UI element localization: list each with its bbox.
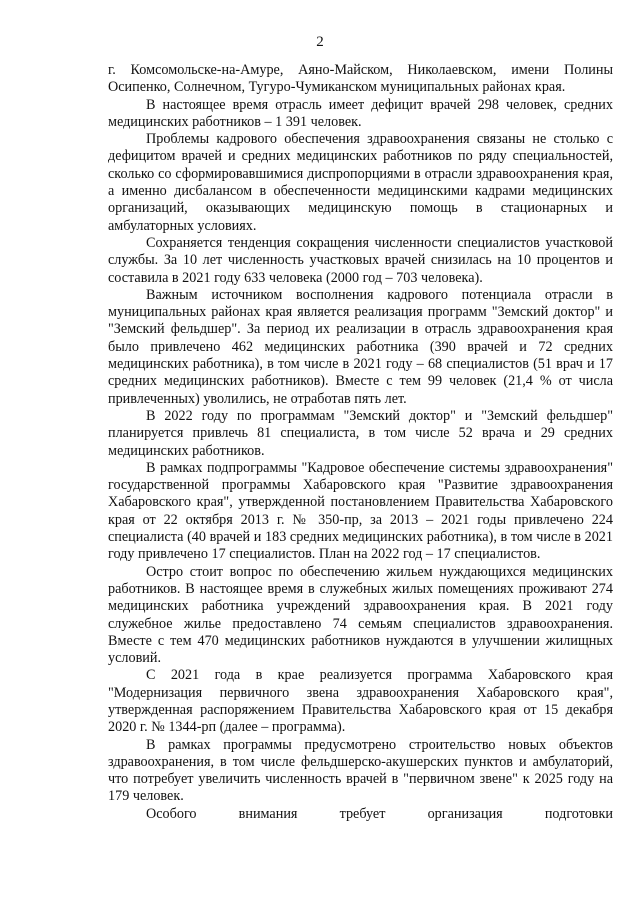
document-body bbox=[108, 62, 613, 823]
paragraph-district-service: Сохраняется тенденция сокращения численности специалистов участковой службы. За 10 лет численность участковых врачей снизилась на 10 процентов и составила в 2021 году 633 человека (2000 год – 703 человека). bbox=[108, 234, 613, 286]
paragraph-doctor-deficit: В настоящее время отрасль имеет дефицит врачей 298 человек, средних медицинских работников – 1 391 человек. bbox=[108, 96, 613, 130]
page-number: 2 bbox=[316, 34, 324, 50]
paragraph-modernization-program: С 2021 года в крае реализуется программа Хабаровского края "Модернизация первичного звена здравоохранения Хабаровского края", утвержденная распоряжением Правительства Хабаровского края от 15 декабря 2020 г. № 1344-рп (далее – программа). bbox=[108, 667, 613, 736]
paragraph-housing: Остро стоит вопрос по обеспечению жильем нуждающихся медицинских работников. В настоящее время в служебных жилых помещениях проживают 274 медицинских работника учреждений здравоохранения края. В 2021 году служебное жилье предоставлено 74 семьям специалистов здравоохранения. Вместе с тем 470 медицинских работников нуждаются в улучшении жилищных условий. bbox=[108, 563, 613, 667]
paragraph-zemsky-programs: Важным источником восполнения кадрового потенциала отрасли в муниципальных районах края является реализация программ "Земский доктор" и "Земский фельдшер". За период их реализации в отрасль здравоохранения края было привлечено 462 медицинских работника (390 врачей и 72 средних медицинских работника), в том числе в 2021 году – 68 специалистов (51 врач и 17 средних медицинских работников). Вместе с тем 99 человек (21,4 % от числа привлеченных) уволились, не отработав пять лет. bbox=[108, 286, 613, 407]
paragraph-subprogram: В рамках подпрограммы "Кадровое обеспечение системы здравоохранения" государственной программы Хабаровского края "Развитие здравоохранения Хабаровского края", утвержденной постановлением Правительства Хабаровского края от 22 октября 2013 г. № 350-пр, за 2013 – 2021 годы привлечено 224 специалиста (40 врачей и 183 средних медицинских работника), в том числе в 2021 году привлечено 17 специалистов. План на 2022 год – 17 специалистов. bbox=[108, 459, 613, 563]
paragraph-2022-plan: В 2022 году по программам "Земский доктор" и "Земский фельдшер" планируется привлечь 81 специалиста, в том числе 52 врача и 29 средних медицинских работников. bbox=[108, 407, 613, 459]
paragraph-continuation: г. Комсомольске-на-Амуре, Аяно-Майском, Николаевском, имени Полины Осипенко, Солнечном, Тугуро-Чумиканском муниципальных районах края. bbox=[108, 62, 613, 96]
paragraph-construction: В рамках программы предусмотрено строительство новых объектов здравоохранения, в том числе фельдшерско-акушерских пунктов и амбулаторий, что потребует увеличить численность врачей в "первичном звене" к 2025 году на 179 человек. bbox=[108, 736, 613, 805]
paragraph-training: Особого внимания требует организация подготовки bbox=[146, 805, 613, 822]
paragraph-staffing-problems: Проблемы кадрового обеспечения здравоохранения связаны не столько с дефицитом врачей и средних медицинских работников по ряду специальностей, сколько со сформировавшимися диспропорциями в отрасли здравоохранения края, а именно дисбалансом в обеспеченности медицинскими кадрами медицинских организаций, оказывающих медицинскую помощь в стационарных и амбулаторных условиях. bbox=[108, 131, 613, 234]
